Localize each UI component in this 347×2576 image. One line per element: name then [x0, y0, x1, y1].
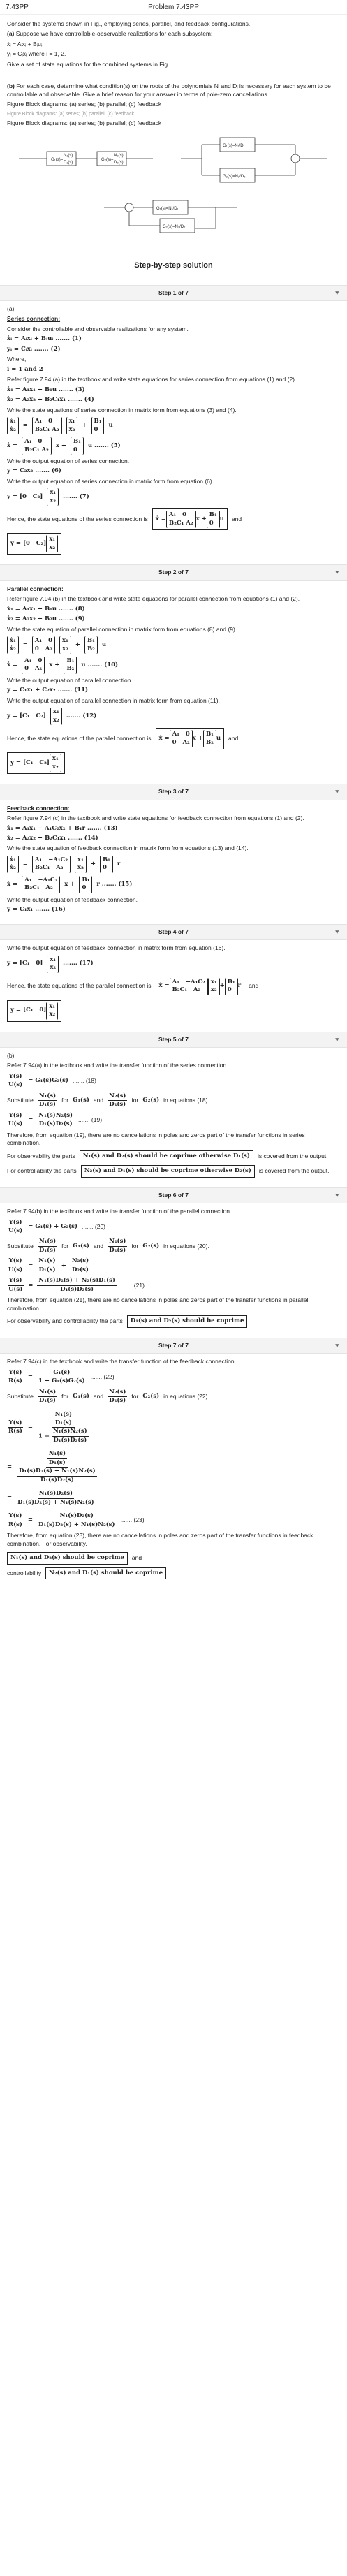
s6-box: D₁(s) and D₂(s) should be coprime: [127, 1315, 248, 1327]
s2-result-text: Hence, the state equations of the parallel connection is: [7, 734, 152, 742]
s7-substitute: Substitute $\frac{\text{N₁(s)}}{\text{D₁(s)}}$ for G₁(s) and $\frac{\text{N₂(s)}}{\text{D₂(s)}}$ for G₂(s) in equations (22).: [7, 1388, 209, 1405]
chevron-down-icon[interactable]: ▾: [335, 1035, 339, 1043]
s7-controllability: controllability N₂(s) and D₁(s) should be coprime: [7, 1567, 340, 1579]
s4-result: Hence, the state equations of the parallel connection is ẋ = A₁ −A₁C₂ B₂C₁ A₂ x₁ x₂ + B₁ 0 r and: [7, 976, 340, 997]
step-2-label: Step 2 of 7: [158, 569, 189, 576]
chevron-down-icon[interactable]: ▾: [335, 569, 339, 576]
s4-and: and: [249, 982, 259, 990]
s1-matrix-eq5: ẋ = A₁ 0 B₂C₁ A₂ x + B₁ 0 u ....... (5): [7, 437, 340, 455]
s2-text-1: Refer figure 7.94 (b) in the textbook and write state equations for parallel connection from equations (1) and (2).: [7, 595, 300, 603]
s1-eq4: ẋ₂ = A₂x₂ + B₂C₁x₁ ....... (4): [7, 396, 94, 404]
step-7-body: [0, 1358, 347, 1579]
s1-result-text: Hence, the state equations of the series connection is: [7, 515, 148, 523]
s2-eq8: ẋ₁ = A₁x₁ + B₁u ....... (8): [7, 605, 85, 613]
s7-obs-box: N₁(s) and D₂(s) should be coprime: [7, 1552, 128, 1564]
problem-eq1: ẋᵢ = Aᵢxᵢ + Bᵢuᵢ,: [7, 40, 44, 47]
s2-eq9: ẋ₂ = A₂x₂ + B₂u ....... (9): [7, 615, 85, 623]
s5-eq18: $\frac{Y(s)}{U(s)}$ = G₁(s)G₂(s) ....... (18): [8, 1072, 96, 1089]
s2-output-matrix: y = [C₁ C₂] x₁ x₂ ....... (12): [7, 708, 340, 725]
s3-matrix-eq15: ẋ = A₁ −A₁C₂ B₂C₁ A₂ x + B₁ 0 r ....... (15): [7, 876, 340, 893]
step-4-body: [0, 944, 347, 1021]
s2-and: and: [228, 734, 239, 742]
svg-text:D₂(s): D₂(s): [113, 160, 124, 165]
s2-text-3: Write the output equation of parallel connection.: [7, 676, 133, 684]
svg-text:N₁(s): N₁(s): [63, 153, 73, 158]
svg-text:G₂(s)=: G₂(s)=: [101, 157, 113, 162]
step-6-header[interactable]: [0, 1187, 347, 1203]
svg-text:G₂(s)=N₂/D₂: G₂(s)=N₂/D₂: [162, 224, 185, 229]
s2-result-output: y = [C₁ C₂] x₁ x₂: [7, 752, 340, 774]
step-1-label: Step 1 of 7: [158, 288, 189, 296]
s4-result-text: Hence, the state equations of the parallel connection is: [7, 982, 152, 990]
step-2-body: [0, 585, 347, 774]
s5-eq18-tag: ....... (18): [72, 1077, 96, 1085]
problem-code: 7.43PP: [6, 3, 29, 11]
svg-text:D₁(s): D₁(s): [63, 160, 73, 165]
part-b-text: For each case, determine what condition(s) on the roots of the polynomials Nᵢ and Dᵢ is necessary for each system to be controllable and observable. Give a brief reason for your answer in terms of pole-zero cancellations.: [7, 82, 331, 98]
step-4-label: Step 4 of 7: [158, 928, 189, 935]
solution-heading: Step-by-step solution: [134, 261, 213, 270]
chevron-down-icon[interactable]: ▾: [335, 1191, 339, 1199]
s3-eq13: ẋ₁ = A₁x₁ − A₁C₂x₂ + B₁r ....... (13): [7, 824, 118, 832]
s2-heading: Parallel connection:: [7, 585, 64, 592]
step-6-body: [0, 1208, 347, 1328]
s3-text-2: Write the state equation of feedback connection in matrix form from equations (13) and (14).: [7, 844, 249, 852]
s1-eq1: ẋᵢ = Aᵢxᵢ + Bᵢuᵢ ....... (1): [7, 335, 82, 343]
block-diagrams-svg: [13, 131, 334, 235]
s3-eq16: y = C₁x₁ ....... (16): [7, 906, 66, 914]
s7-eq22-tag: ....... (22): [90, 1373, 115, 1380]
s1-where: Where,: [7, 356, 27, 363]
s5-con-box: N₂(s) and D₁(s) should be coprime otherwise D₂(s): [81, 1165, 255, 1177]
s1-result-output: y = [0 C₂] x₁ x₂: [7, 533, 340, 555]
step-3-header[interactable]: [0, 784, 347, 800]
s4-text-1: Write the output equation of feedback connection in matrix form from equation (16).: [7, 944, 226, 952]
svg-text:G₁(s)=N₁/D₁: G₁(s)=N₁/D₁: [222, 143, 245, 148]
s7-eq-c: = $\frac{\text{N₁(s)D₂(s)}}{\text{D₁(s)D₂(s) + N₁(s)N₂(s)}}$: [7, 1490, 94, 1506]
chevron-down-icon[interactable]: ▾: [335, 1341, 339, 1349]
s1-text-3: Write the state equations of series connection in matrix form from equations (3) and (4).: [7, 406, 237, 414]
s1-eq2: yᵢ = Cᵢxᵢ ....... (2): [7, 345, 61, 353]
s7-text-1: Refer 7.94(c) in the textbook and write the transfer function of the feedback connection.: [7, 1358, 236, 1366]
s1-text-1: Consider the controllable and observable realizations for any system.: [7, 325, 189, 332]
s1-matrix-eq: ẋ₁ ẋ₂ = A₁ 0 B₂C₁ A₂ x₁ x₂ + B₁ 0 u: [7, 417, 340, 434]
s6-text-2: Therefore, from equation (21), there are no cancellations in poles and zeros part of the transfer functions in parallel combination.: [7, 1296, 309, 1312]
s5-substitute: Substitute $\frac{\text{N₁(s)}}{\text{D₁(s)}}$ for G₁(s) and $\frac{\text{N₂(s)}}{\text{D₂(s)}}$ for G₂(s) in equations (18).: [7, 1092, 209, 1108]
s5-part-b: (b): [7, 1051, 15, 1059]
step-2-header[interactable]: [0, 564, 347, 580]
s2-text-4: Write the output equation of parallel connection in matrix form from equation (11).: [7, 696, 220, 704]
step-3-body: [0, 805, 347, 914]
s2-matrix-eq: ẋ₁ ẋ₂ = A₁ 0 0 A₂ x₁ x₂ + B₁ B₂ u: [7, 636, 340, 654]
step-7-label: Step 7 of 7: [158, 1341, 189, 1349]
s1-output-matrix: y = [0 C₂] x₁ x₂ ....... (7): [7, 488, 340, 506]
problem-statement: [0, 20, 347, 235]
s3-heading: Feedback connection:: [7, 804, 70, 812]
s1-and: and: [231, 515, 242, 523]
chevron-down-icon[interactable]: ▾: [335, 788, 339, 796]
s7-eq-b: = $\frac{\frac{\text{N₁(s)}}{\text{D₁(s)}}}{\frac{\text{D₁(s)D₂(s) + N₁(s)N₂(s)}}{\text{D₁(s)D₂(s)}}}$: [7, 1450, 96, 1484]
s1-result-box: ẋ = A₁ 0 B₂C₁ A₂ x + B₁ 0 u: [152, 508, 228, 530]
part-a-label: (a): [7, 30, 15, 38]
s3-matrix-eq: ẋ₁ ẋ₂ = A₁ −A₁C₂ B₂C₁ A₂ x₁ x₂ + B₁ 0 r: [7, 856, 340, 873]
problem-eq2: yᵢ = Cᵢxᵢ where i = 1, 2.: [7, 50, 66, 58]
s1-text-2: Refer figure 7.94 (a) in the textbook and write state equations for series connection from equations (1) and (2).: [7, 376, 297, 383]
s6-eq21-tag: ....... (21): [120, 1281, 145, 1289]
step-7-header[interactable]: [0, 1338, 347, 1354]
s7-con-box: N₂(s) and D₁(s) should be coprime: [45, 1567, 166, 1579]
svg-text:G₂(s)=N₂/D₂: G₂(s)=N₂/D₂: [222, 174, 245, 179]
s4-result-output: y = [C₁ 0] x₁ x₂: [7, 1000, 340, 1022]
s1-eq3: ẋ₁ = A₁x₁ + B₁u ....... (3): [7, 386, 85, 393]
s7-eq23-tag: ....... (23): [120, 1516, 145, 1524]
s5-text-2: Therefore, from equation (19), there are no cancellations in poles and zeros part of the transfer functions in series combination.: [7, 1131, 305, 1147]
svg-text:G₁(s)=: G₁(s)=: [50, 157, 63, 162]
chevron-down-icon[interactable]: ▾: [335, 928, 339, 935]
s6-eq-a: $\frac{Y(s)}{U(s)}$ = $\frac{\text{N₁(s)}}{\text{D₁(s)}}$ + $\frac{\text{N₂(s)}}{\text{D₂(s)}}$: [8, 1257, 89, 1273]
s2-matrix-eq10: ẋ = A₁ 0 0 A₂ x + B₁ B₂ u ....... (10): [7, 657, 340, 674]
s7-observability: Therefore, from equation (23), there are no cancellations in poles and zeros part of the transfer functions in feedback combination. For observability, N₁(s) and D₂(s) should be coprime and: [7, 1532, 340, 1564]
s6-eq20-tag: ....... (20): [82, 1222, 106, 1230]
s6-text-1: Refer 7.94(b) in the textbook and write the transfer function of the parallel connection.: [7, 1208, 232, 1215]
s6-substitute: Substitute $\frac{\text{N₁(s)}}{\text{D₁(s)}}$ for G₁(s) and $\frac{\text{N₂(s)}}{\text{D₂(s)}}$ for G₂(s) in equations (20).: [7, 1238, 209, 1254]
s5-eq19-tag: ....... (19): [78, 1116, 103, 1124]
s3-text-1: Refer figure 7.94 (c) in the textbook and write state equations for feedback connection from equations (1) and (2).: [7, 814, 304, 822]
s7-eq23: $\frac{Y(s)}{R(s)}$ = $\frac{\text{N₁(s)D₂(s)}}{\text{D₁(s)D₂(s) + N₁(s)N₂(s)}}$ ....... (23): [8, 1512, 145, 1528]
page-title: Problem 7.43PP: [148, 3, 199, 11]
problem-intro: Consider the systems shown in Fig., employing series, parallel, and feedback configurations.: [7, 20, 251, 27]
part-b-label: (b): [7, 82, 15, 90]
step-1-body: [0, 305, 347, 555]
s1-eq6: y = C₂x₂ ....... (6): [7, 467, 61, 475]
step-3-label: Step 3 of 7: [158, 788, 189, 796]
s2-eq11: y = C₁x₁ + C₂x₂ ....... (11): [7, 687, 89, 694]
s5-observability: For observability the parts N₁(s) and D₂(s) should be coprime otherwise D₁(s) is covered from the output.: [7, 1150, 340, 1162]
s1-i: i = 1 and 2: [7, 365, 43, 373]
step-5-body: [0, 1052, 347, 1178]
svg-text:G₁(s)=N₁/D₁: G₁(s)=N₁/D₁: [156, 206, 179, 211]
s7-eq-a: $\frac{Y(s)}{R(s)}$ = $\frac{\text{N₁(s)}}{\text{D₁(s)}}$ 1 + $\frac{\text{N₁(s)N₂(s)}}{\text{D₁(s)D₂(s)}}$: [8, 1410, 87, 1444]
step-5-label: Step 5 of 7: [158, 1035, 189, 1043]
part-a-text: Suppose we have controllable-observable realizations for each subsystem:: [15, 30, 213, 38]
s2-result: Hence, the state equations of the parallel connection is ẋ = A₁ 0 0 A₂ x + B₁ B₂ u and: [7, 728, 340, 749]
s5-text-1: Refer 7.94(a) in the textbook and write the transfer function of the series connection.: [7, 1062, 228, 1069]
s1-part-a: (a): [7, 305, 15, 312]
part-a-task: Give a set of state equations for the combined systems in Fig.: [7, 60, 170, 68]
s6-eq21: $\frac{Y(s)}{U(s)}$ = $\frac{\text{N₁(s)D₂(s) + N₂(s)D₁(s)}}{\text{D₁(s)D₂(s)}}$ ....... (21): [8, 1277, 145, 1293]
s1-heading: Series connection:: [7, 315, 61, 323]
svg-text:N₂(s): N₂(s): [113, 153, 124, 158]
s3-text-3: Write the output equation of feedback connection.: [7, 895, 138, 903]
page-header: [0, 0, 347, 15]
step-4-header[interactable]: [0, 924, 347, 940]
block-diagram-figure: [7, 131, 340, 235]
s3-eq14: ẋ₂ = A₂x₂ + B₂C₁x₁ ....... (14): [7, 835, 98, 842]
s6-eq20: $\frac{Y(s)}{U(s)}$ = G₁(s) + G₂(s) ....... (20): [8, 1218, 106, 1234]
figure-caption-2: Figure Block diagrams: (a) series; (b) parallel; (c) feedback: [7, 119, 162, 127]
s1-text-5: Write the output equation of series connection in matrix form from equation (6).: [7, 477, 214, 485]
figure-caption: Figure Block diagrams: (a) series; (b) parallel; (c) feedback: [7, 101, 162, 108]
s4-output-matrix: y = [C₁ 0] x₁ x₂ ....... (17): [7, 956, 340, 973]
s5-obs-box: N₁(s) and D₂(s) should be coprime otherwise D₁(s): [80, 1150, 253, 1162]
step-1-header[interactable]: [0, 285, 347, 301]
s5-controllability: For controllability the parts N₂(s) and D₁(s) should be coprime otherwise D₂(s) is covered from the output.: [7, 1165, 340, 1177]
figure-caption-faded: Figure Block diagrams: (a) series; (b) parallel; (c) feedback: [7, 111, 135, 117]
s1-result: [7, 508, 340, 530]
s7-eq22: $\frac{Y(s)}{R(s)}$ = $\frac{\text{G₁(s)}}{\text{1 + G₁(s)G₂(s)}}$ ....... (22): [8, 1368, 115, 1385]
step-6-label: Step 6 of 7: [158, 1191, 189, 1199]
s6-obs-con: For observability and controllability the parts D₁(s) and D₂(s) should be coprime: [7, 1315, 340, 1327]
s1-text-4: Write the output equation of series connection.: [7, 458, 130, 464]
s5-eq19: $\frac{Y(s)}{U(s)}$ = $\frac{\text{N₁(s)N₂(s)}}{\text{D₁(s)D₂(s)}}$ ....... (19): [8, 1111, 103, 1128]
chevron-down-icon[interactable]: ▾: [335, 288, 339, 296]
s2-text-2: Write the state equation of parallel connection in matrix form from equations (8) and (9).: [7, 625, 237, 633]
step-5-header[interactable]: [0, 1032, 347, 1048]
